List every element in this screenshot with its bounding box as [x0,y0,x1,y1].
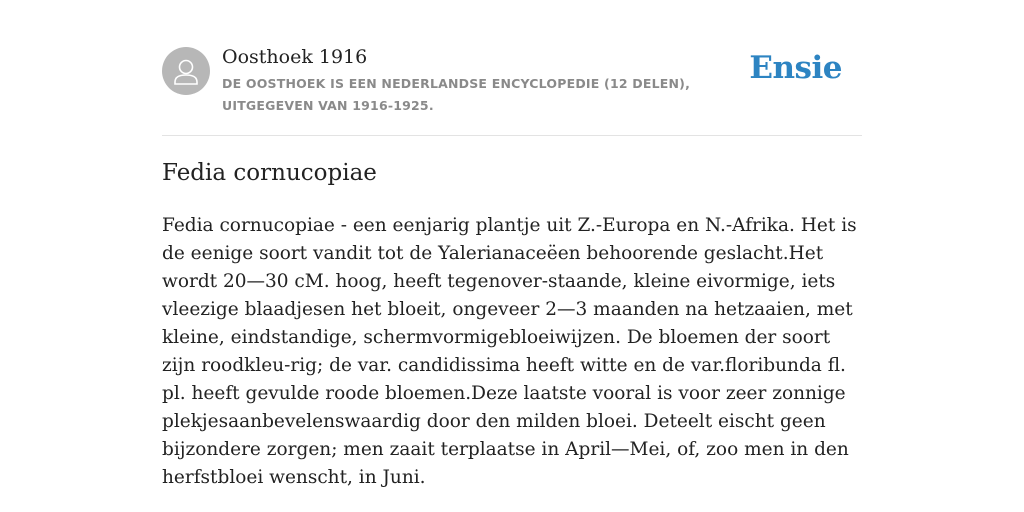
user-icon [162,47,210,95]
article-title: Fedia cornucopiae [162,160,377,186]
source-title[interactable]: Oosthoek 1916 [222,46,368,68]
ensie-logo[interactable]: Ensie [749,50,842,86]
page-container [162,0,862,488]
source-header [162,0,862,136]
article-body: Fedia cornucopiae - een eenjarig plantje uit Z.-Europa en N.-Afrika. Het is de eenige soort vandit tot de Yalerianaceëen behoorende geslacht.Het wordt 20—30 cM. hoog, heeft tegenover-staande, kleine eivormige, iets vleezige blaadjesen het bloeit, ongeveer 2—3 maanden na hetzaaien, met kleine, eindstandige, schermvormigebloeiwijzen. De bloemen der soort zijn roodkleu-rig; de var. candidissima heeft witte en de var.floribunda fl. pl. heeft gevulde roode bloemen.Deze laatste vooral is voor zeer zonnige plekjesaanbevelenswaardig door den milden bloei. Deteelt eischt geen bijzondere zorgen; men zaait terplaatse in April—Mei, of, zoo men in den herfstbloei wenscht, in Juni. [162,215,857,488]
avatar[interactable] [162,47,210,95]
source-description: DE OOSTHOEK IS EEN NEDERLANDSE ENCYCLOPEDIE (12 DELEN), UITGEGEVEN VAN 1916-1925. [222,76,691,113]
